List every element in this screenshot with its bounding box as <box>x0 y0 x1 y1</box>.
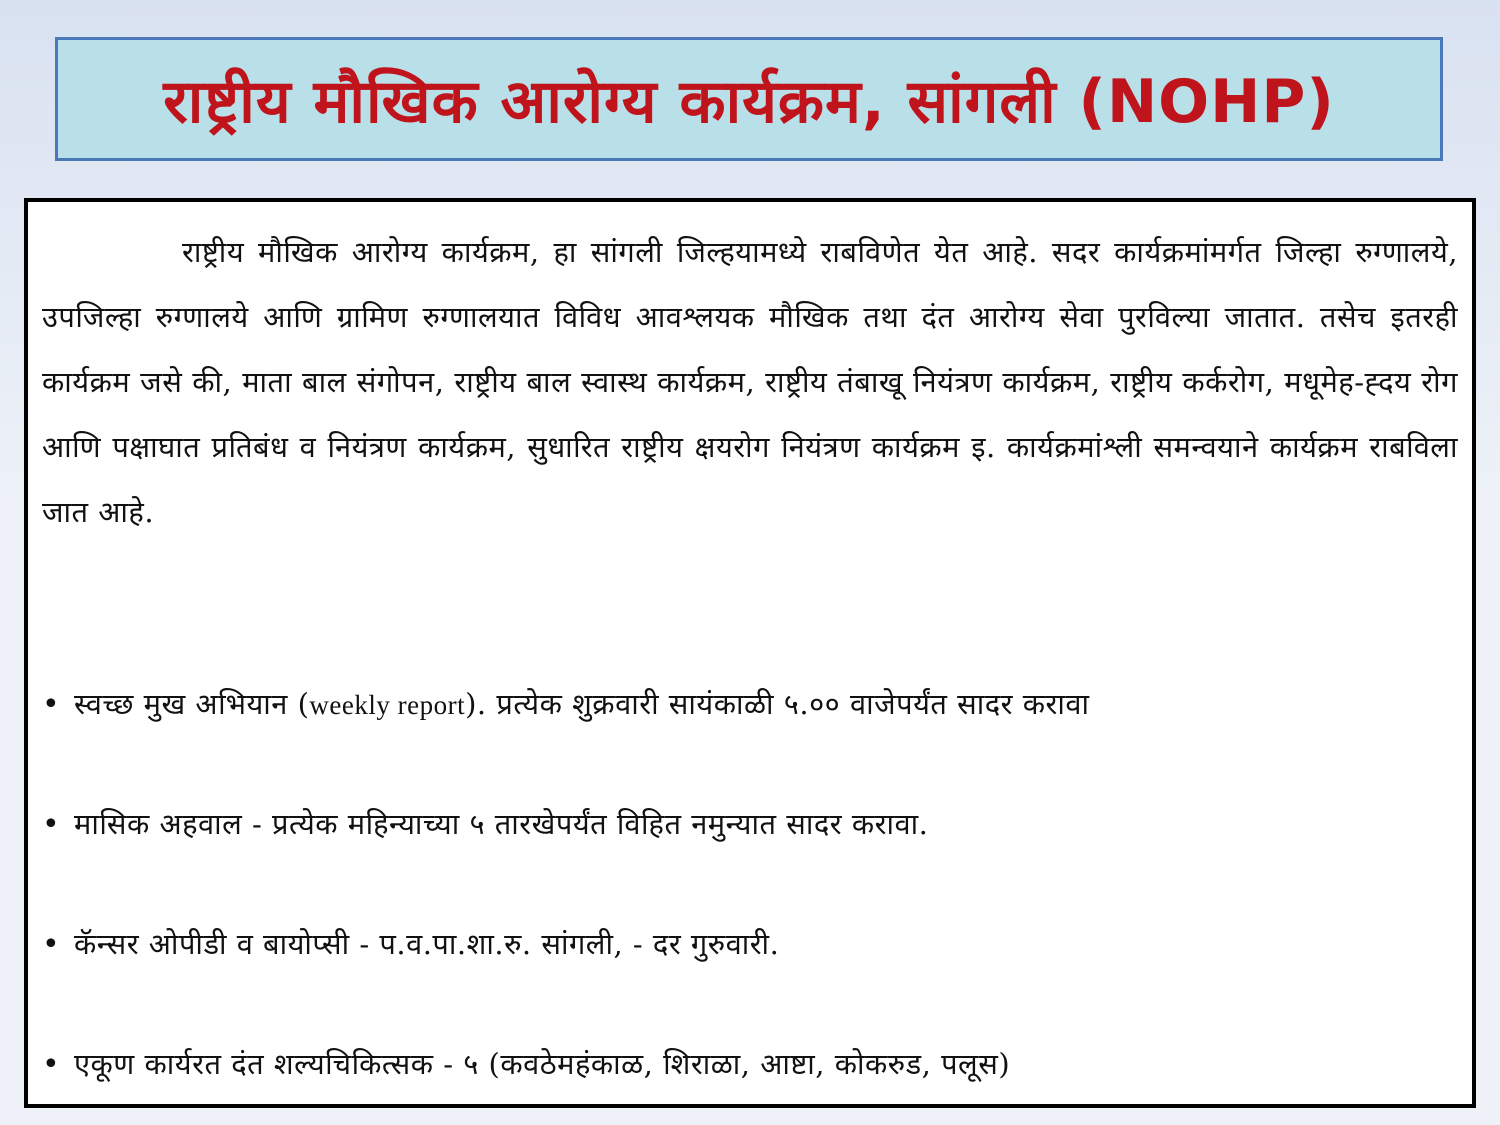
bullet-item-swachh-mukh <box>42 684 1458 723</box>
bullet-icon: • <box>42 1047 61 1082</box>
bullet-text: मासिक अहवाल - प्रत्येक महिन्याच्या ५ तारखेपर्यंत विहित नमुन्यात सादर करावा. <box>74 807 929 841</box>
bullet-text <box>74 684 1090 723</box>
bullet-text: एकूण कार्यरत दंत शल्यचिकित्सक - ५ (कवठेमहंकाळ, शिराळा, आष्टा, कोकरुड, पलूस) <box>74 1047 1011 1081</box>
bullet-text: कॅन्सर ओपीडी व बायोप्सी - प.व.पा.शा.रु. सांगली, - दर गुरुवारी. <box>74 927 780 961</box>
intro-paragraph: राष्ट्रीय मौखिक आरोग्य कार्यक्रम, हा सांगली जिल्हयामध्ये राबविणेत येत आहे. सदर कार्यक्रमांमर्गत जिल्हा रुग्णालये, उपजिल्हा रुग्णालये आणि ग्रामिण रुग्णालयात विविध आवश्लयक मौखिक तथा दंत आरोग्य सेवा पुरविल्या जातात. तसेच इतरही कार्यक्रम जसे की, माता बाल संगोपन, राष्ट्रीय बाल स्वास्थ कार्यक्रम, राष्ट्रीय तंबाखू नियंत्रण कार्यक्रम, राष्ट्रीय कर्करोग, मधूमेह-ह्दय रोग आणि पक्षाघात प्रतिबंध व नियंत्रण कार्यक्रम, सुधारित राष्ट्रीय क्षयरोग नियंत्रण कार्यक्रम इ. कार्यक्रमांश्ली समन्वयाने कार्यक्रम राबविला जात आहे. <box>42 235 1458 529</box>
bullet-item-dental-surgeons <box>42 1044 1458 1083</box>
bullet-item-monthly-report <box>42 804 1458 843</box>
title-banner <box>55 37 1443 161</box>
bullet-text-part: स्वच्छ मुख अभियान ( <box>74 687 310 721</box>
bullet-icon: • <box>42 687 61 722</box>
bullet-item-cancer-opd <box>42 924 1458 963</box>
content-panel <box>24 198 1476 1108</box>
page-title: राष्ट्रीय मौखिक आरोग्य कार्यक्रम, सांगली (NOHP) <box>163 67 1335 137</box>
weekly-report-label: weekly report <box>309 690 466 720</box>
bullet-text-part: ). प्रत्येक शुक्रवारी सायंकाळी ५.०० वाजेपर्यंत सादर करावा <box>465 687 1090 721</box>
bullet-icon: • <box>42 807 61 842</box>
bullet-icon: • <box>42 927 61 962</box>
